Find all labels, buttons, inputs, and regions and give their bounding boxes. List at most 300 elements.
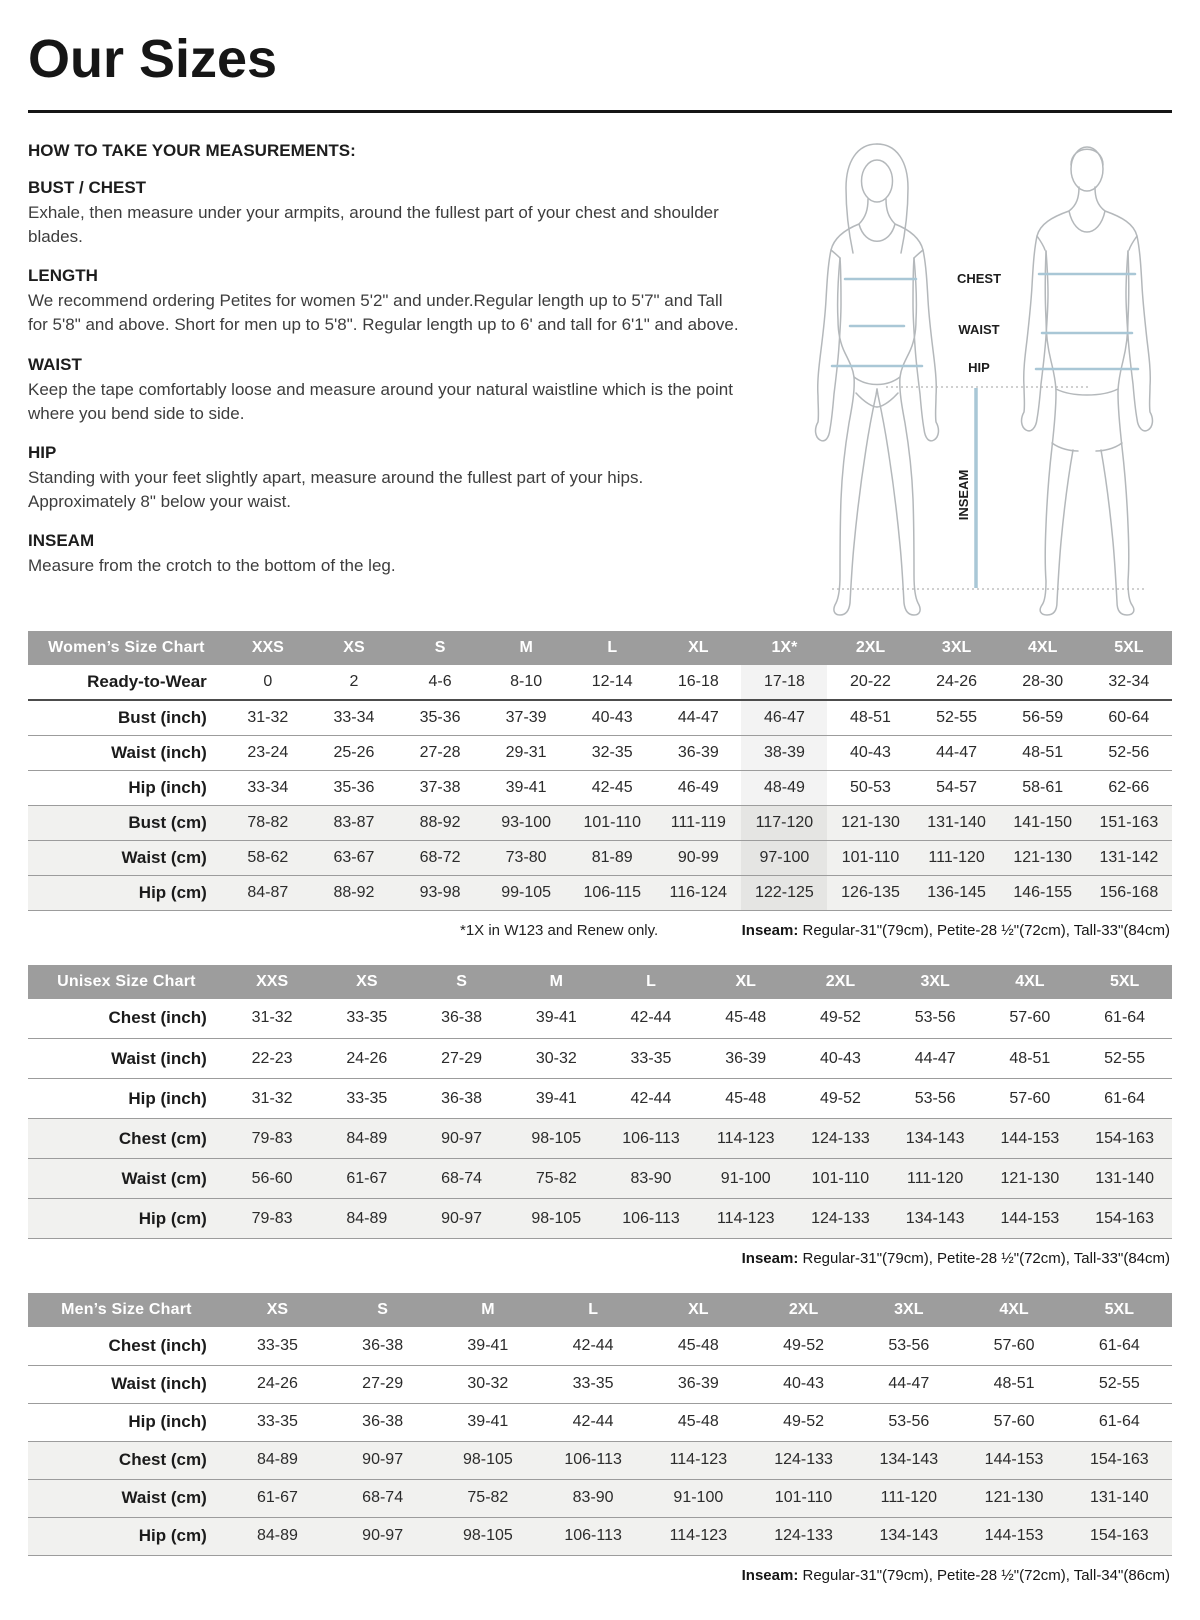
size-cell: 44-47 <box>888 1375 930 1392</box>
size-cell: 52-55 <box>1104 1049 1146 1067</box>
size-cell: 53-56 <box>888 1413 930 1430</box>
size-cell: 39-41 <box>535 1089 577 1107</box>
size-cell: 49-52 <box>819 1009 861 1027</box>
size-cell: 90-97 <box>441 1129 483 1147</box>
size-cell: 124-133 <box>774 1451 833 1468</box>
size-cell: 45-48 <box>677 1336 719 1354</box>
size-cell: 36-38 <box>441 1089 483 1107</box>
size-cell: 31-32 <box>251 1009 293 1027</box>
size-cell: 56-59 <box>1022 708 1064 726</box>
size-column-header: XS <box>225 1293 330 1327</box>
male-boxers <box>1052 443 1078 451</box>
womens-table-container <box>28 631 1172 911</box>
size-cell: 83-90 <box>572 1489 614 1506</box>
size-cell: 58-61 <box>1022 778 1064 796</box>
table-row <box>28 665 1172 700</box>
row-label: Bust (cm) <box>128 812 207 832</box>
size-cell: 48-51 <box>1022 743 1064 761</box>
size-column-header: XS <box>319 965 414 999</box>
row-label: Bust (inch) <box>118 707 207 727</box>
size-cell: 50-53 <box>850 778 891 796</box>
header-row <box>28 965 1172 999</box>
size-column-header: XL <box>646 1293 751 1327</box>
row-label: Waist (cm) <box>121 847 207 867</box>
size-cell: 12-14 <box>591 673 633 690</box>
size-cell: 154-163 <box>1089 1527 1149 1544</box>
size-cell: 134-143 <box>879 1527 939 1544</box>
waist-label: WAIST <box>958 322 1000 337</box>
top-section <box>28 137 1172 617</box>
measurement-diagram <box>768 137 1172 617</box>
size-column-header: 5XL <box>1067 1293 1172 1327</box>
table-row <box>28 1199 1172 1239</box>
size-cell: 49-52 <box>783 1336 825 1354</box>
unisex-table-notes <box>28 1250 1170 1267</box>
womens-size-table <box>28 631 1172 911</box>
size-cell: 81-89 <box>591 848 633 866</box>
womens-table-title: Women’s Size Chart <box>28 631 225 665</box>
size-column-header: S <box>414 965 509 999</box>
size-cell: 36-39 <box>725 1049 767 1067</box>
size-cell: 91-100 <box>720 1169 771 1187</box>
size-cell: 24-26 <box>936 673 978 690</box>
size-cell: 117-120 <box>741 805 827 840</box>
size-cell: 61-64 <box>1098 1413 1140 1430</box>
size-cell: 40-43 <box>850 743 891 761</box>
size-cell: 68-74 <box>441 1169 483 1187</box>
table-row <box>28 1403 1172 1441</box>
table-row <box>28 1159 1172 1199</box>
size-cell: 106-113 <box>564 1451 622 1468</box>
section-title: HIP <box>28 442 57 462</box>
size-column-header: S <box>330 1293 435 1327</box>
size-cell: 98-105 <box>462 1451 513 1468</box>
size-cell: 121-130 <box>841 813 900 831</box>
size-cell: 22-23 <box>251 1049 293 1067</box>
size-cell: 114-123 <box>669 1527 728 1544</box>
chest-label: CHEST <box>956 271 1002 286</box>
size-cell: 44-47 <box>677 708 719 726</box>
table-row <box>28 840 1172 875</box>
size-cell: 106-113 <box>622 1209 680 1227</box>
womens-inseam-note <box>742 922 1170 939</box>
size-column-header: 2XL <box>751 1293 856 1327</box>
size-cell: 111-120 <box>880 1489 937 1506</box>
row-label: Waist (inch) <box>111 742 207 762</box>
size-cell: 46-49 <box>677 778 719 796</box>
size-cell: 52-55 <box>1098 1375 1140 1392</box>
unisex-table-container <box>28 965 1172 1240</box>
size-column-header: M <box>435 1293 540 1327</box>
female-armhole <box>914 250 923 258</box>
row-label: Waist (cm) <box>121 1168 207 1188</box>
size-cell: 2 <box>349 673 359 690</box>
size-cell: 131-140 <box>927 813 986 831</box>
size-cell: 42-44 <box>572 1413 614 1430</box>
size-column-header: XXS <box>225 631 311 665</box>
size-column-header: 4XL <box>961 1293 1066 1327</box>
row-label: Hip (inch) <box>128 1088 207 1108</box>
size-column-header: 3XL <box>856 1293 961 1327</box>
header-row <box>28 1293 1172 1327</box>
inseam-note-text: Regular-31"(79cm), Petite-28 ½"(72cm), Tall-34"(86cm) <box>798 1566 1170 1584</box>
size-column-header: 1X* <box>741 631 827 665</box>
size-cell: 30-32 <box>535 1049 577 1067</box>
size-cell: 36-38 <box>441 1009 483 1027</box>
size-cell: 91-100 <box>673 1489 724 1506</box>
size-cell: 53-56 <box>914 1089 956 1107</box>
size-cell: 33-35 <box>346 1089 388 1107</box>
womens-footnote: *1X in W123 and Renew only. <box>460 921 659 939</box>
size-cell: 33-34 <box>333 708 375 726</box>
size-column-header: 4XL <box>983 965 1078 999</box>
size-cell: 131-140 <box>1089 1489 1149 1506</box>
female-face <box>862 160 893 202</box>
table-row <box>28 999 1172 1039</box>
size-cell: 57-60 <box>993 1336 1035 1354</box>
size-cell: 106-115 <box>583 883 641 901</box>
male-armhole <box>1037 236 1045 250</box>
size-cell: 63-67 <box>333 848 375 866</box>
size-cell: 88-92 <box>419 813 461 831</box>
size-cell: 106-113 <box>564 1527 622 1544</box>
size-cell: 29-31 <box>505 743 547 761</box>
size-column-header: 3XL <box>888 965 983 999</box>
size-cell: 154-163 <box>1089 1451 1149 1468</box>
size-cell: 134-143 <box>879 1451 939 1468</box>
size-column-header: XL <box>655 631 741 665</box>
table-row <box>28 1079 1172 1119</box>
size-cell: 73-80 <box>505 848 547 866</box>
size-cell: 31-32 <box>247 708 289 726</box>
size-cell: 156-168 <box>1099 883 1159 901</box>
size-cell: 24-26 <box>346 1049 388 1067</box>
size-cell: 57-60 <box>993 1413 1035 1430</box>
row-label: Hip (cm) <box>138 1208 207 1228</box>
size-cell: 68-74 <box>362 1489 404 1506</box>
size-cell: 35-36 <box>333 778 375 796</box>
size-cell: 38-39 <box>741 735 827 770</box>
table-row <box>28 1039 1172 1079</box>
size-cell: 83-90 <box>630 1169 672 1187</box>
instruction-section-length <box>28 266 746 337</box>
size-cell: 90-97 <box>362 1527 404 1544</box>
size-cell: 134-143 <box>905 1209 965 1227</box>
section-body: Keep the tape comfortably loose and measure around your natural waistline which is the point where you bend side to side. <box>28 379 733 423</box>
row-label: Chest (cm) <box>118 1128 207 1148</box>
row-label: Hip (cm) <box>138 1526 207 1545</box>
size-cell: 84-89 <box>256 1451 298 1468</box>
unisex-table-title: Unisex Size Chart <box>28 965 225 999</box>
female-tank-neckline <box>859 224 895 241</box>
size-cell: 49-52 <box>783 1413 825 1430</box>
size-column-header: XXS <box>225 965 320 999</box>
size-cell: 61-64 <box>1098 1336 1140 1354</box>
size-cell: 42-44 <box>630 1089 672 1107</box>
size-cell: 27-29 <box>362 1375 404 1392</box>
size-cell: 48-51 <box>1009 1049 1051 1067</box>
size-cell: 39-41 <box>535 1009 577 1027</box>
size-cell: 53-56 <box>888 1336 930 1354</box>
title-divider <box>28 110 1172 113</box>
size-cell: 116-124 <box>669 883 728 901</box>
table-row <box>28 1479 1172 1517</box>
size-cell: 124-133 <box>811 1209 870 1227</box>
size-column-header: 2XL <box>793 965 888 999</box>
size-cell: 93-100 <box>501 813 552 831</box>
male-boxers <box>1056 389 1118 395</box>
size-cell: 35-36 <box>419 708 461 726</box>
mens-table-container <box>28 1293 1172 1556</box>
size-cell: 99-105 <box>501 883 552 901</box>
size-cell: 131-140 <box>1095 1169 1154 1187</box>
size-cell: 68-72 <box>419 848 461 866</box>
size-cell: 61-64 <box>1104 1089 1146 1107</box>
size-cell: 101-110 <box>774 1489 833 1506</box>
size-cell: 36-38 <box>362 1413 404 1430</box>
size-cell: 57-60 <box>1009 1089 1051 1107</box>
size-column-header: M <box>483 631 569 665</box>
row-label: Waist (inch) <box>111 1048 207 1068</box>
size-cell: 75-82 <box>467 1489 509 1506</box>
page-title: Our Sizes <box>28 29 278 89</box>
size-column-header: XS <box>311 631 397 665</box>
mens-table-title: Men’s Size Chart <box>28 1293 225 1327</box>
size-cell: 144-153 <box>984 1451 1044 1468</box>
size-cell: 84-89 <box>346 1129 388 1147</box>
unisex-inseam-note <box>742 1250 1170 1267</box>
size-cell: 122-125 <box>741 875 827 910</box>
mens-table-notes <box>28 1567 1170 1584</box>
size-cell: 8-10 <box>510 673 543 690</box>
row-label: Waist (cm) <box>121 1488 207 1507</box>
size-cell: 23-24 <box>247 743 289 761</box>
inseam-note-label: Inseam: <box>741 1566 799 1584</box>
mens-inseam-note <box>742 1567 1170 1584</box>
size-cell: 84-87 <box>247 883 289 901</box>
size-cell: 45-48 <box>677 1413 719 1430</box>
size-cell: 30-32 <box>467 1375 509 1392</box>
size-cell: 20-22 <box>850 673 891 690</box>
size-cell: 83-87 <box>333 813 375 831</box>
section-body: We recommend ordering Petites for women 5'2" and under.Regular length up to 5'7" and Tall for 5'8" and above. Short for men up to 5'8". Regular length up to 6' and tall for 6'1" and above. <box>28 291 739 335</box>
size-cell: 111-120 <box>906 1169 964 1187</box>
row-label: Ready-to-Wear <box>87 672 207 691</box>
instruction-section-hip <box>28 443 746 514</box>
male-figure <box>1022 147 1153 615</box>
size-cell: 144-153 <box>1000 1209 1060 1227</box>
size-cell: 62-66 <box>1108 778 1150 796</box>
size-cell: 146-155 <box>1013 883 1073 901</box>
row-label: Chest (inch) <box>108 1335 207 1355</box>
inseam-note-label: Inseam: <box>741 1250 799 1267</box>
size-cell: 36-39 <box>677 1375 719 1392</box>
row-label: Waist (inch) <box>111 1374 207 1393</box>
row-label: Hip (cm) <box>138 882 207 902</box>
size-cell: 90-99 <box>677 848 719 866</box>
size-cell: 126-135 <box>841 883 900 901</box>
size-cell: 16-18 <box>677 673 719 690</box>
size-cell: 42-44 <box>630 1009 672 1027</box>
size-cell: 25-26 <box>333 743 375 761</box>
inseam-guides <box>832 387 1146 589</box>
size-cell: 154-163 <box>1095 1129 1154 1147</box>
size-column-header: L <box>604 965 699 999</box>
table-row <box>28 875 1172 910</box>
male-measure-lines <box>1036 274 1138 369</box>
instructions-heading: HOW TO TAKE YOUR MEASUREMENTS: <box>28 141 356 160</box>
size-cell: 98-105 <box>462 1527 513 1544</box>
size-cell: 0 <box>263 673 273 690</box>
size-cell: 114-123 <box>716 1209 775 1227</box>
size-cell: 40-43 <box>783 1375 825 1392</box>
size-column-header: L <box>569 631 655 665</box>
size-cell: 141-150 <box>1013 813 1073 831</box>
hip-label: HIP <box>968 360 990 375</box>
diagram-labels <box>956 271 1001 520</box>
size-cell: 44-47 <box>936 743 978 761</box>
size-cell: 48-51 <box>850 708 891 726</box>
female-briefs <box>854 377 900 385</box>
size-cell: 39-41 <box>505 778 547 796</box>
womens-table-notes <box>28 922 1170 939</box>
size-cell: 44-47 <box>914 1049 956 1067</box>
table-row <box>28 1517 1172 1555</box>
size-cell: 24-26 <box>256 1375 298 1392</box>
size-column-header: 4XL <box>1000 631 1086 665</box>
size-cell: 121-130 <box>1000 1169 1060 1187</box>
table-row <box>28 1327 1172 1365</box>
size-column-header: XL <box>698 965 793 999</box>
size-cell: 144-153 <box>984 1527 1044 1544</box>
unisex-size-table <box>28 965 1172 1240</box>
size-cell: 46-47 <box>741 700 827 735</box>
size-cell: 58-62 <box>247 848 289 866</box>
size-cell: 27-29 <box>441 1049 483 1067</box>
size-cell: 84-89 <box>256 1527 298 1544</box>
size-cell: 37-38 <box>419 778 461 796</box>
row-label: Chest (cm) <box>118 1450 207 1469</box>
size-cell: 134-143 <box>905 1129 965 1147</box>
size-cell: 33-35 <box>346 1009 388 1027</box>
size-cell: 121-130 <box>984 1489 1044 1506</box>
size-cell: 42-44 <box>572 1336 614 1354</box>
size-cell: 53-56 <box>914 1009 956 1027</box>
table-row <box>28 1119 1172 1159</box>
section-body: Standing with your feet slightly apart, measure around the fullest part of your hips. Approximately 8" below your waist. <box>28 467 644 511</box>
size-cell: 61-64 <box>1104 1009 1146 1027</box>
size-cell: 61-67 <box>346 1169 388 1187</box>
section-title: LENGTH <box>28 266 98 286</box>
size-cell: 31-32 <box>251 1089 293 1107</box>
size-cell: 121-130 <box>1013 848 1073 866</box>
size-cell: 28-30 <box>1022 673 1064 690</box>
size-cell: 114-123 <box>669 1451 728 1468</box>
size-cell: 106-113 <box>622 1129 680 1147</box>
size-cell: 17-18 <box>741 665 827 700</box>
size-cell: 151-163 <box>1099 813 1159 831</box>
instruction-section-bust-chest <box>28 178 746 249</box>
header-row <box>28 631 1172 665</box>
size-cell: 39-41 <box>467 1413 509 1430</box>
size-cell: 36-39 <box>677 743 719 761</box>
table-row <box>28 770 1172 805</box>
row-label: Hip (inch) <box>128 777 207 797</box>
size-cell: 48-49 <box>741 770 827 805</box>
size-cell: 42-45 <box>591 778 633 796</box>
size-cell: 124-133 <box>774 1527 833 1544</box>
size-cell: 84-89 <box>346 1209 388 1227</box>
size-cell: 32-34 <box>1108 673 1150 690</box>
table-row <box>28 805 1172 840</box>
size-cell: 124-133 <box>811 1129 870 1147</box>
size-cell: 39-41 <box>467 1336 509 1354</box>
size-cell: 136-145 <box>927 883 986 901</box>
size-cell: 79-83 <box>251 1209 293 1227</box>
size-cell: 101-110 <box>583 813 641 831</box>
section-title: WAIST <box>28 354 82 374</box>
size-cell: 40-43 <box>819 1049 861 1067</box>
section-body: Measure from the crotch to the bottom of the leg. <box>28 556 396 575</box>
size-column-header: M <box>509 965 604 999</box>
size-cell: 45-48 <box>725 1009 767 1027</box>
instruction-section-waist <box>28 355 746 426</box>
size-cell: 45-48 <box>725 1089 767 1107</box>
male-boxers <box>1096 443 1122 451</box>
size-cell: 49-52 <box>819 1089 861 1107</box>
size-cell: 40-43 <box>591 708 633 726</box>
inseam-note-label: Inseam: <box>741 921 799 939</box>
size-column-header: 5XL <box>1086 631 1172 665</box>
size-cell: 36-38 <box>362 1336 404 1354</box>
size-cell: 61-67 <box>256 1489 298 1506</box>
size-cell: 52-55 <box>936 708 978 726</box>
size-cell: 75-82 <box>535 1169 577 1187</box>
size-cell: 111-119 <box>670 813 726 831</box>
size-cell: 57-60 <box>1009 1009 1051 1027</box>
size-cell: 90-97 <box>362 1451 404 1468</box>
size-cell: 79-83 <box>251 1129 293 1147</box>
size-cell: 131-142 <box>1099 848 1159 866</box>
size-cell: 56-60 <box>251 1169 293 1187</box>
size-cell: 37-39 <box>505 708 547 726</box>
row-label: Hip (inch) <box>128 1412 207 1431</box>
size-cell: 144-153 <box>1000 1129 1060 1147</box>
measurement-instructions <box>28 137 746 617</box>
male-armhole <box>1129 236 1137 250</box>
size-cell: 88-92 <box>333 883 375 901</box>
size-cell: 33-35 <box>572 1375 614 1392</box>
section-title: BUST / CHEST <box>28 178 147 197</box>
inseam-note-text: Regular-31"(79cm), Petite-28 ½"(72cm), Tall-33"(84cm) <box>798 921 1170 939</box>
female-armhole <box>831 250 840 258</box>
section-title: INSEAM <box>28 531 95 550</box>
row-label: Chest (inch) <box>108 1008 207 1028</box>
inseam-note-text: Regular-31"(79cm), Petite-28 ½"(72cm), Tall-33"(84cm) <box>798 1250 1170 1267</box>
size-cell: 93-98 <box>419 883 461 901</box>
size-column-header: 3XL <box>914 631 1000 665</box>
size-cell: 33-35 <box>256 1413 298 1430</box>
size-cell: 33-34 <box>247 778 289 796</box>
size-cell: 4-6 <box>428 673 452 690</box>
size-cell: 154-163 <box>1095 1209 1154 1227</box>
size-cell: 90-97 <box>441 1209 483 1227</box>
size-cell: 78-82 <box>247 813 289 831</box>
size-cell: 111-120 <box>928 848 985 866</box>
mens-size-table <box>28 1293 1172 1556</box>
table-row <box>28 1365 1172 1403</box>
size-cell: 97-100 <box>741 840 827 875</box>
